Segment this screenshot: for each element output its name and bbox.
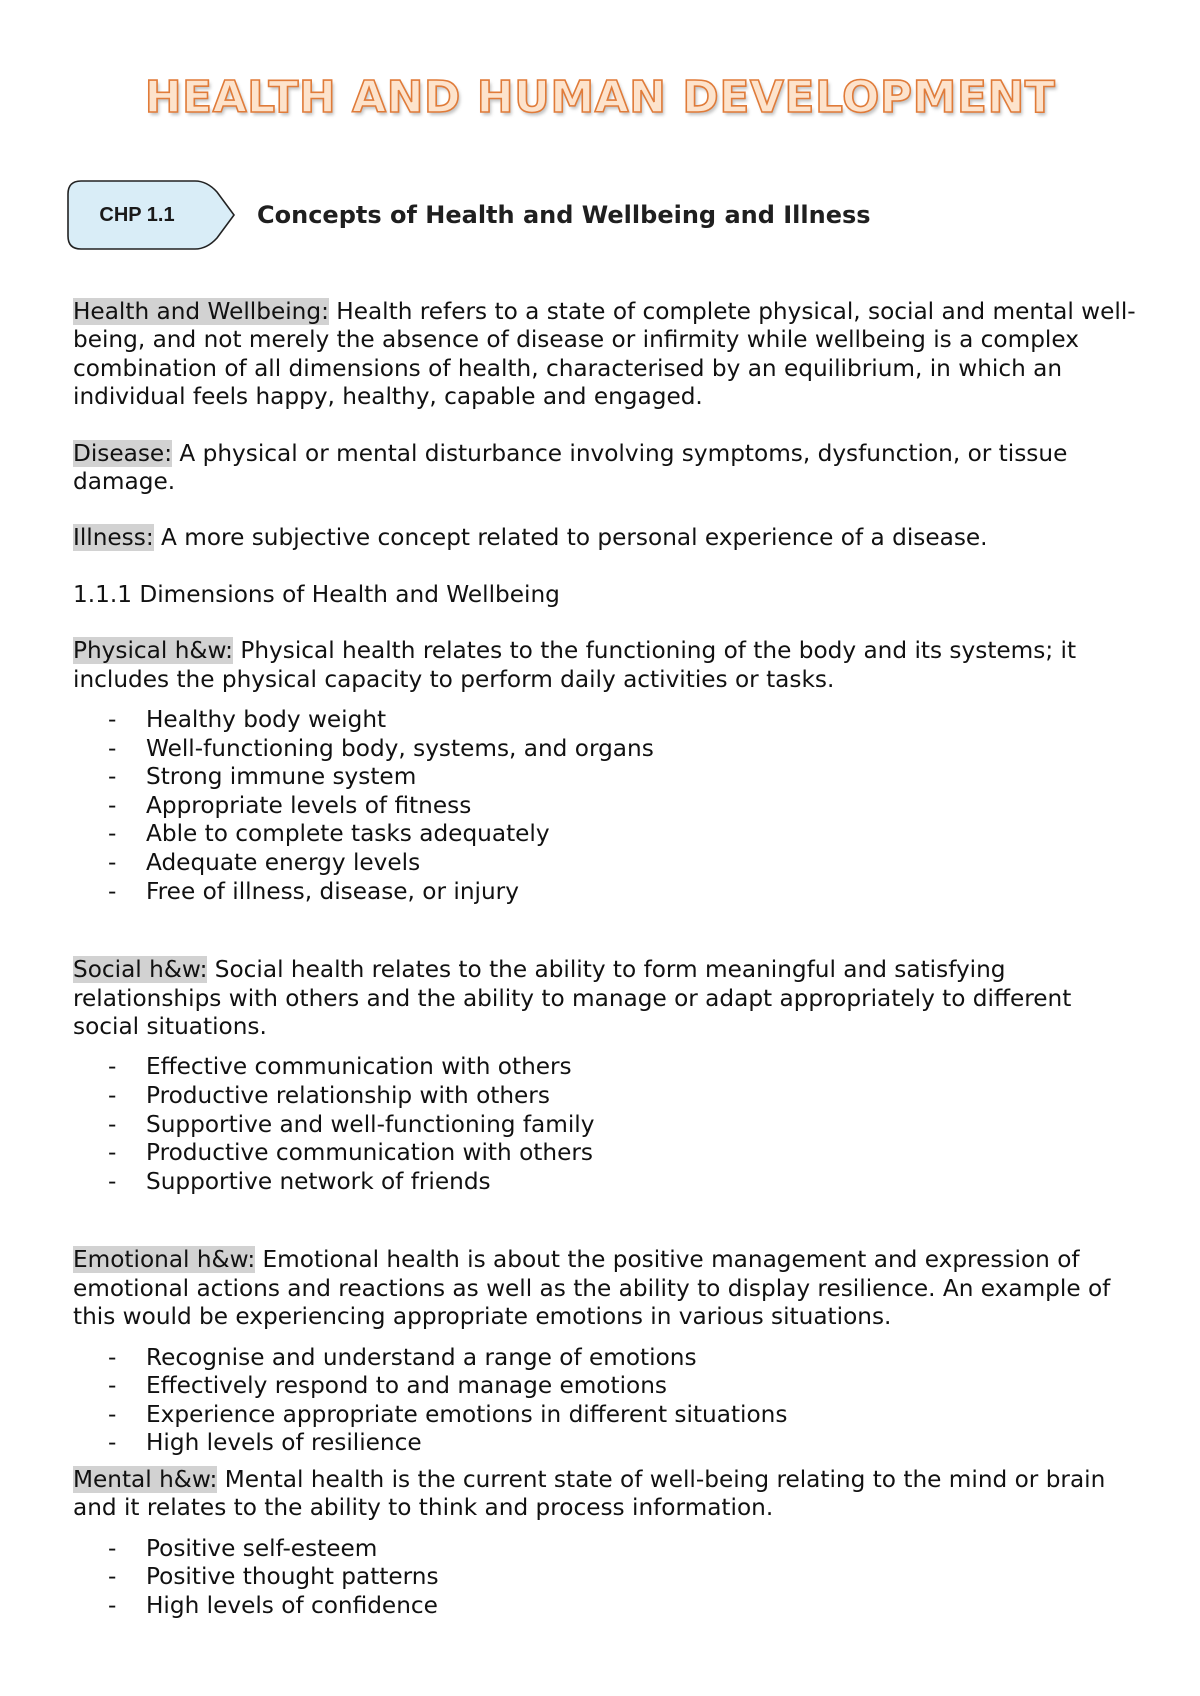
list-item: - Positive thought patterns [108, 1563, 439, 1591]
list-item: - Well-functioning body, systems, and organs [108, 734, 654, 762]
dimension-mental [73, 1466, 1143, 1523]
bullet-marker: - [108, 1110, 117, 1138]
list-item: - High levels of confidence [108, 1592, 438, 1619]
bullet-marker: - [108, 1429, 117, 1457]
dimension-social [73, 956, 1143, 1041]
bullet-marker: - [108, 1400, 117, 1428]
definition-illness [73, 524, 1143, 552]
definition-term: Illness: [73, 524, 154, 552]
page-title: HEALTH AND HUMAN DEVELOPMENT [144, 72, 1056, 123]
bullet-marker: - [108, 1343, 117, 1371]
chapter-title: Concepts of Health and Wellbeing and Illness [257, 201, 871, 229]
bullet-marker: - [108, 1167, 117, 1195]
list-item: - Recognise and understand a range of emotions [108, 1343, 697, 1371]
chapter-tag-label: CHP 1.1 [99, 204, 175, 226]
list-item: - Supportive network of friends [108, 1167, 491, 1195]
definition-health-wellbeing [73, 298, 1143, 412]
dimension-term: Social h&w: [73, 956, 208, 984]
dimension-text: Social health relates to the ability to form meaningful and satisfying relationships with others and the ability to manage or adapt appropriately to different social situations. [73, 956, 1072, 1041]
list-item: - Supportive and well-functioning family [108, 1110, 595, 1138]
list-item: - Strong immune system [108, 763, 417, 791]
list-item: - Free of illness, disease, or injury [108, 877, 519, 905]
definition-term: Disease: [73, 439, 173, 467]
list-item: - Adequate energy levels [108, 849, 421, 877]
document-body [73, 298, 1143, 1621]
physical-bullet-list [73, 706, 1143, 906]
bullet-marker: - [108, 706, 117, 734]
list-item: - High levels of resilience [108, 1429, 422, 1457]
bullet-marker: - [108, 820, 117, 848]
definition-text: A physical or mental disturbance involving symptoms, dysfunction, or tissue damage. [73, 439, 1068, 496]
mental-bullet-list [73, 1535, 1143, 1621]
bullet-marker: - [108, 1372, 117, 1400]
bullet-marker: - [108, 1139, 117, 1167]
bullet-marker: - [108, 849, 117, 877]
dimension-physical [73, 637, 1143, 694]
list-item: - Productive communication with others [108, 1139, 593, 1167]
list-item: - Effectively respond to and manage emotions [108, 1372, 667, 1400]
dimension-term: Emotional h&w: [73, 1246, 256, 1274]
definition-disease [73, 440, 1143, 497]
list-item: - Experience appropriate emotions in different situations [108, 1400, 788, 1428]
bullet-marker: - [108, 877, 117, 905]
dimension-emotional [73, 1246, 1143, 1331]
emotional-bullet-list [73, 1344, 1143, 1458]
definition-text: A more subjective concept related to personal experience of a disease. [153, 524, 988, 552]
bullet-marker: - [108, 1592, 117, 1619]
dimension-term: Mental h&w: [73, 1466, 218, 1493]
definition-text: Health refers to a state of complete physical, social and mental well-being, and not merely the absence of disease or infirmity while wellbeing is a complex combination of all dimensions of health, characterised by an equilibrium, in which an individual feels happy, healthy, capable and engaged. [73, 298, 1136, 411]
bullet-marker: - [108, 1534, 117, 1562]
dimension-text: Physical health relates to the functioning of the body and its systems; it includes the physical capacity to perform daily activities or tasks. [73, 637, 1077, 693]
chapter-tag [67, 180, 237, 250]
bullet-marker: - [108, 1053, 117, 1081]
list-item: - Appropriate levels of fitness [108, 791, 472, 819]
list-item: - Healthy body weight [108, 706, 387, 734]
bullet-marker: - [108, 763, 117, 791]
dimension-term: Physical h&w: [73, 637, 233, 665]
social-bullet-list [73, 1053, 1143, 1196]
list-item: - Effective communication with others [108, 1053, 572, 1081]
bullet-marker: - [108, 1563, 117, 1591]
chapter-header [67, 180, 1067, 250]
dimension-text: Mental health is the current state of well-being relating to the mind or brain and it relates to the ability to think and process information. [73, 1466, 1106, 1522]
list-item: - Able to complete tasks adequately [108, 820, 550, 848]
dimension-text: Emotional health is about the positive management and expression of emotional actions and reactions as well as the ability to display resilience. An example of this would be experiencing appropriate emotions in various situations. [73, 1246, 1111, 1331]
list-item: - Positive self-esteem [108, 1534, 378, 1562]
bullet-marker: - [108, 791, 117, 819]
definition-term: Health and Wellbeing: [73, 298, 329, 325]
list-item: - Productive relationship with others [108, 1082, 550, 1110]
bullet-marker: - [108, 734, 117, 762]
subsection-heading: 1.1.1 Dimensions of Health and Wellbeing [73, 580, 560, 608]
bullet-marker: - [108, 1082, 117, 1110]
